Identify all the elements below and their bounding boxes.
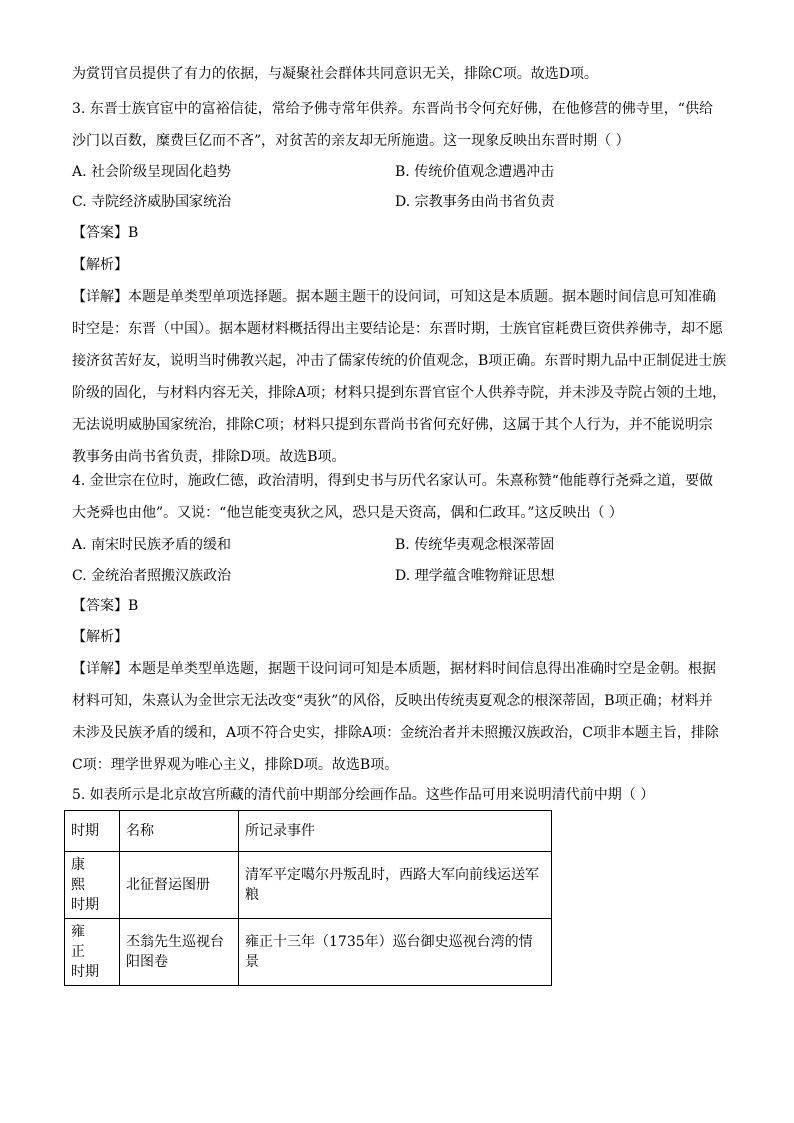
q4-detail-line-4: C项：理学世界观为唯心主义，排除D项。故选B项。 xyxy=(72,757,399,773)
paintings-table xyxy=(64,810,552,986)
q3-detail-line-5: 无法说明威胁国家统治，排除C项；材料只提到东晋尚书省何充好佛，这属于其个人行为，并不能说明宗 xyxy=(72,417,713,433)
name-text-1: 北征督运图册 xyxy=(126,877,210,893)
q3-option-d: D. 宗教事务由尚书省负责 xyxy=(395,194,555,210)
q4-answer: 【答案】B xyxy=(72,598,139,614)
q3-stem-line-2: 沙门以百数，糜费巨亿而不吝”，对贫苦的亲友却无所施遗。这一现象反映出东晋时期（ ） xyxy=(72,133,630,149)
q4-stem-line-1: 4. 金世宗在位时，施政仁德，政治清明，得到史书与历代名家认可。朱熹称赞“他能尊行尧舜之道，要做 xyxy=(72,473,713,489)
event-text-1: 清军平定噶尔丹叛乱时，西路大军向前线运送军 xyxy=(245,867,539,883)
q3-option-c: C. 寺院经济威胁国家统治 xyxy=(72,194,232,210)
header-name: 名称 xyxy=(120,811,239,852)
header-period: 时期 xyxy=(65,811,120,852)
q4-option-b: B. 传统华夷观念根深蒂固 xyxy=(395,537,555,553)
name-cell xyxy=(120,919,239,986)
table-row xyxy=(65,919,552,986)
name-text-2: 阳图卷 xyxy=(126,954,168,970)
q3-option-a: A. 社会阶级呈现固化趋势 xyxy=(72,164,232,180)
q5-stem: 5. 如表所示是北京故宫所藏的清代前中期部分绘画作品。这些作品可用来说明清代前中期（ ） xyxy=(72,787,655,803)
period-cell xyxy=(65,852,120,919)
name-cell xyxy=(120,852,239,919)
q3-detail-line-6: 教事务由尚书省负责，排除D项。故选B项。 xyxy=(72,449,346,465)
q3-stem-line-1: 3. 东晋士族官宦中的富裕信徒，常给予佛寺常年供养。东晋尚书令何充好佛，在他修营的佛寺里，“供给 xyxy=(72,101,713,117)
q4-stem-line-2: 大尧舜也由他”。又说：“他岂能变夷狄之风，恐只是天资高，偶和仁政耳。”这反映出（ ） xyxy=(72,505,623,521)
period-text-2: 时期 xyxy=(71,897,99,913)
q4-detail-line-1: 【详解】本题是单类型单选题，据题干设问词可知是本质题，据材料时间信息得出准确时空是金朝。根据 xyxy=(72,661,716,677)
q4-detail-line-3: 未涉及民族矛盾的缓和，A项不符合史实，排除A项：金统治者并未照搬汉族政治，C项非本题主旨，排除 xyxy=(72,725,719,741)
name-text-1: 丕翁先生巡视台 xyxy=(126,934,224,950)
q3-detail-line-2: 时空是：东晋（中国）。据本题材料概括得出主要结论是：东晋时期，士族官宦耗费巨资供养佛寺，却不愿 xyxy=(72,321,723,337)
q3-answer: 【答案】B xyxy=(72,225,139,241)
q4-option-a: A. 南宋时民族矛盾的缓和 xyxy=(72,537,232,553)
table-row xyxy=(65,852,552,919)
q4-analysis-label: 【解析】 xyxy=(72,629,128,645)
q3-detail-line-3: 接济贫苦好友，说明当时佛教兴起，冲击了儒家传统的价值观念，B项正确。东晋时期九品中正制促进士族 xyxy=(72,353,727,369)
q4-option-d: D. 理学蕴含唯物辩证思想 xyxy=(395,568,555,584)
event-text-1: 雍正十三年（1735年）巡台御史巡视台湾的情景 xyxy=(245,934,533,970)
event-cell xyxy=(239,852,552,919)
q4-option-c: C. 金统治者照搬汉族政治 xyxy=(72,568,232,584)
q3-detail-line-1: 【详解】本题是单类型单项选择题。据本题主题干的设问词，可知这是本质题。据本题时间信息可知准确 xyxy=(72,289,716,305)
event-text-2: 粮 xyxy=(245,887,259,903)
period-text-2: 时期 xyxy=(71,964,99,980)
period-text-1: 雍正 xyxy=(71,924,97,960)
q4-detail-line-2: 材料可知，朱熹认为金世宗无法改变“夷狄”的风俗，反映出传统夷夏观念的根深蒂固，B项正确；材料并 xyxy=(72,693,713,709)
period-cell xyxy=(65,919,120,986)
period-text-1: 康熙 xyxy=(71,857,97,893)
q3-analysis-label: 【解析】 xyxy=(72,257,128,273)
intro-line: 为赏罚官员提供了有力的依据，与凝聚社会群体共同意识无关，排除C项。故选D项。 xyxy=(72,66,598,82)
header-event: 所记录事件 xyxy=(239,811,552,852)
event-cell xyxy=(239,919,552,986)
table-header-row xyxy=(65,811,552,852)
q3-option-b: B. 传统价值观念遭遇冲击 xyxy=(395,164,555,180)
q3-detail-line-4: 阶级的固化，与材料内容无关，排除A项；材料只提到东晋官宦个人供养寺院，并未涉及寺院占领的土地， xyxy=(72,385,727,401)
